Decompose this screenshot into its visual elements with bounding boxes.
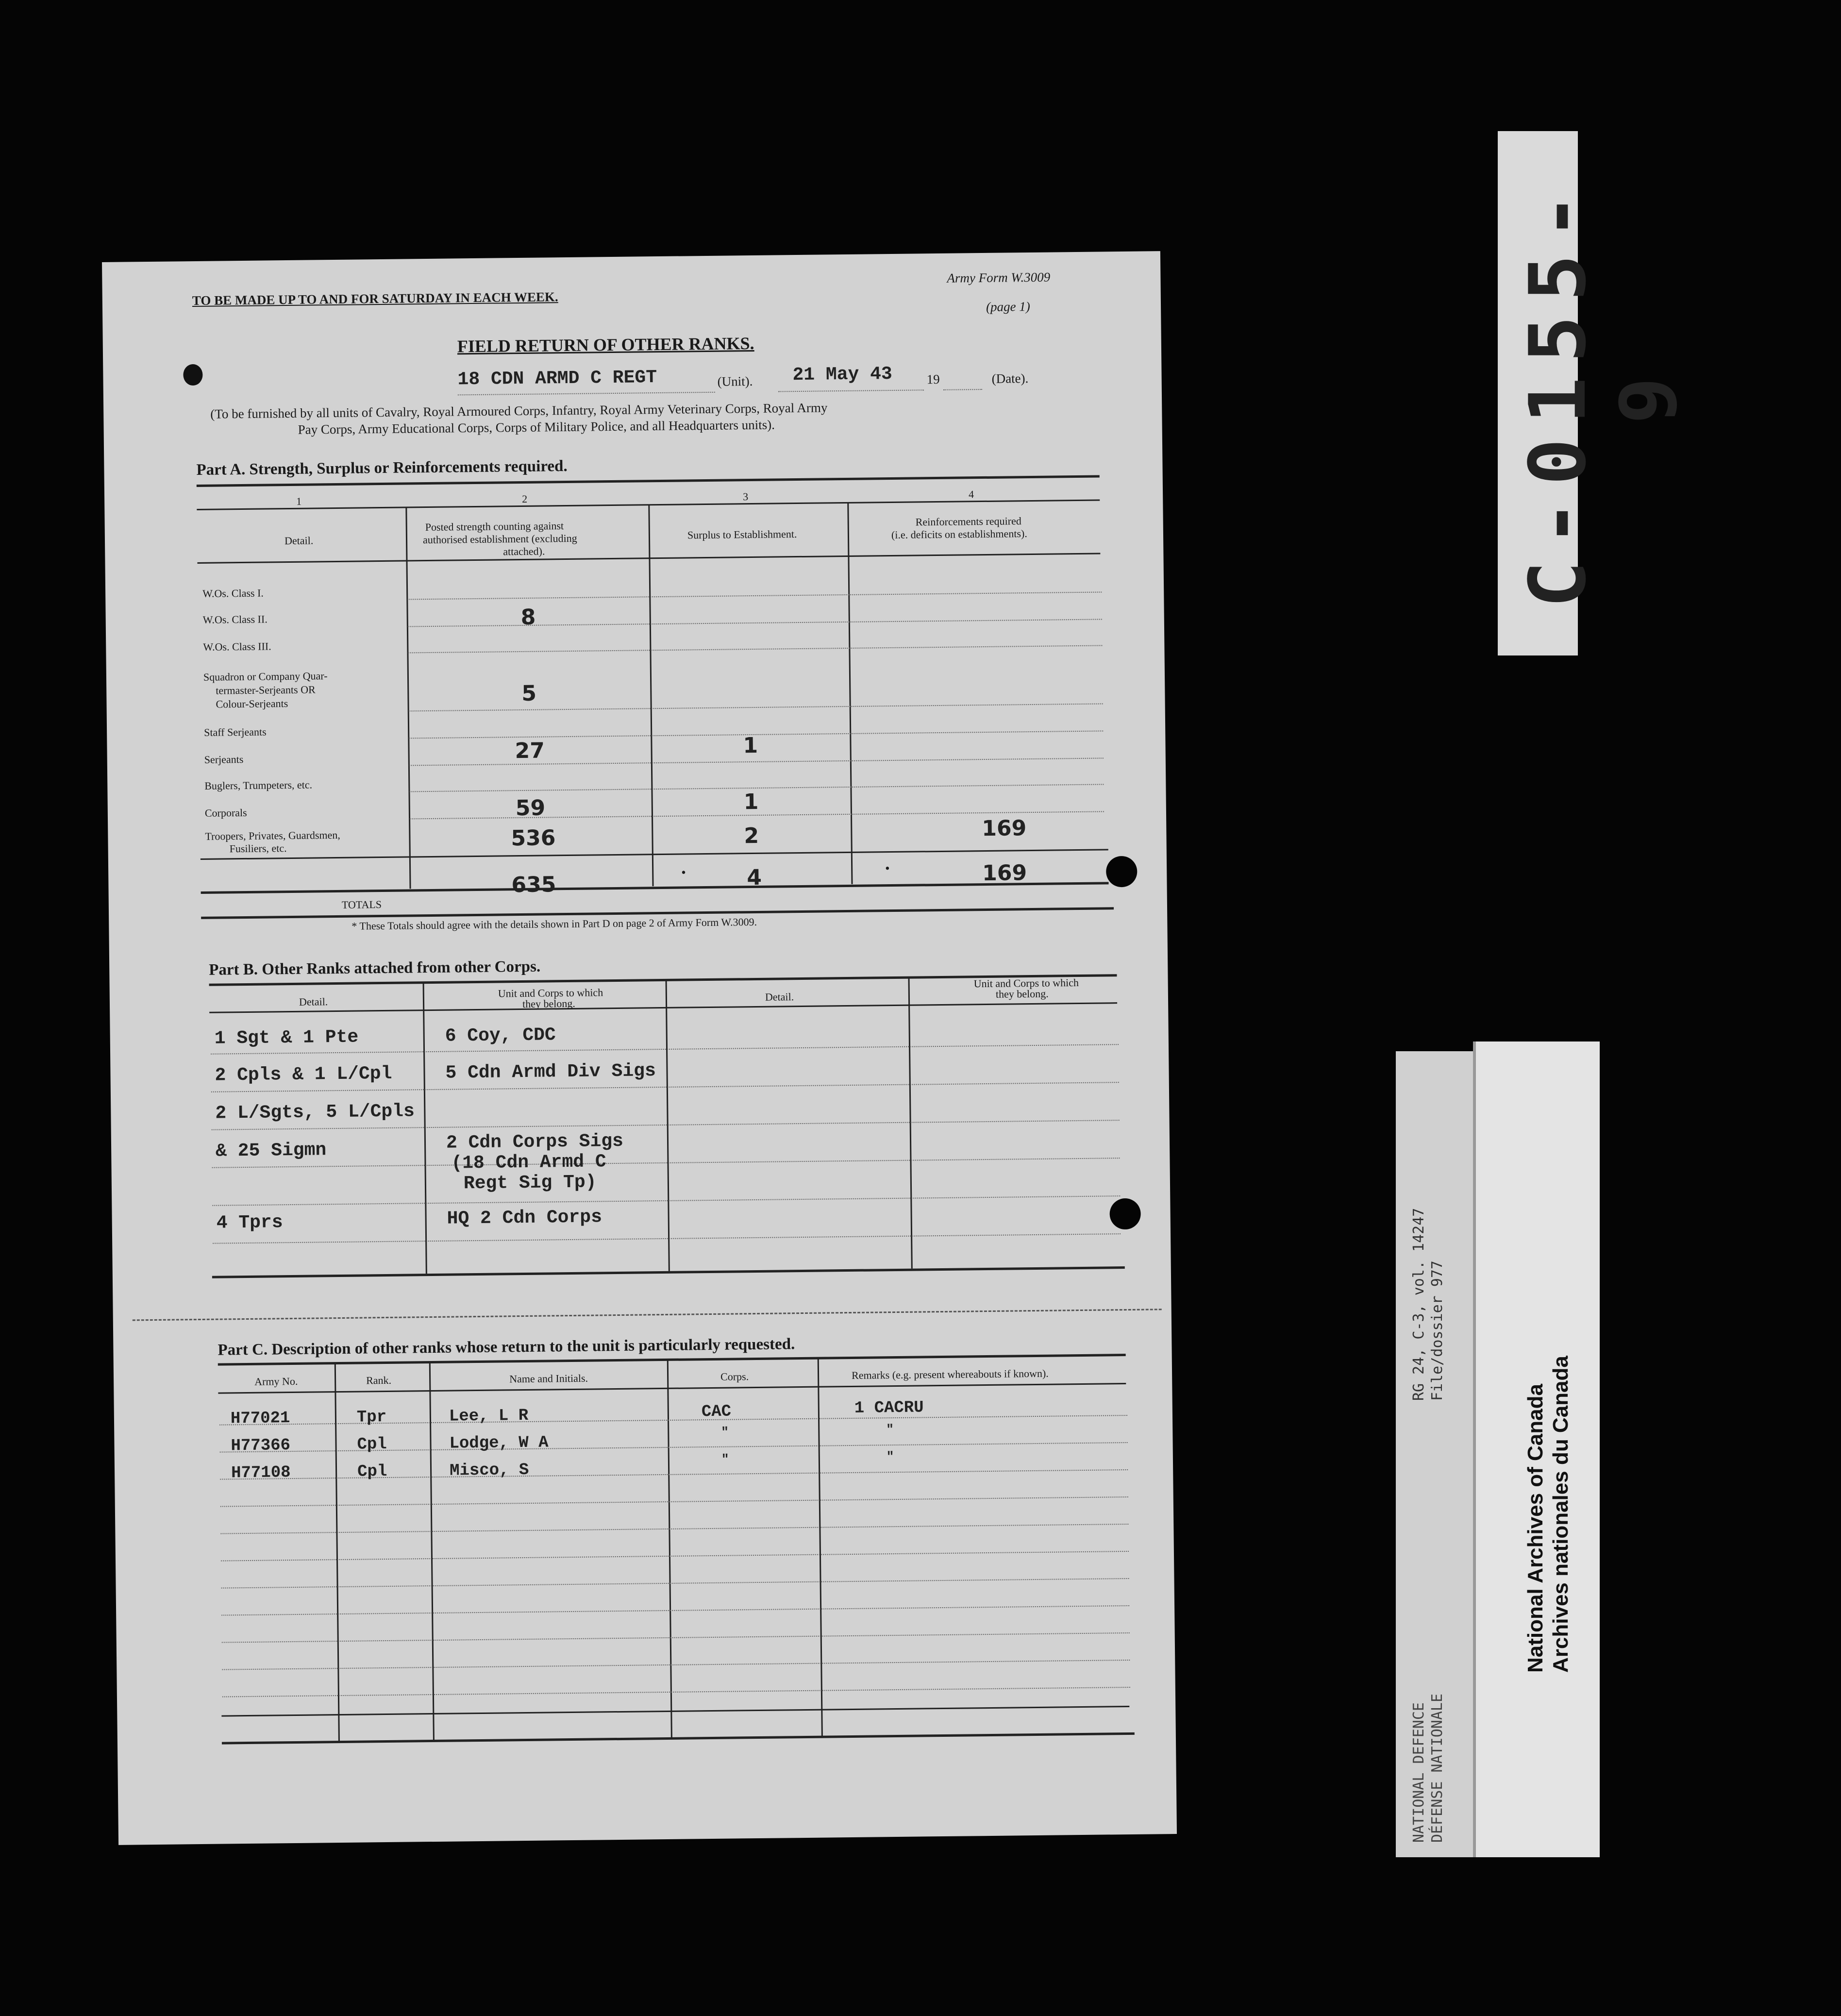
b-header-detail: Detail.: [299, 995, 328, 1008]
total-surplus: 4: [747, 865, 762, 890]
posted-troopers: 536: [511, 825, 556, 851]
c-row-3-name: Misco, S: [449, 1461, 529, 1480]
b-row-2-detail: 2 Cpls & 1 L/Cpl: [215, 1063, 392, 1086]
b-header-unit-1: Unit and Corps to which: [498, 986, 603, 1000]
col-header-reinf-1: Reinforcements required: [915, 515, 1021, 528]
archives-name-fr: Archives nationales du Canada: [1549, 1356, 1573, 1673]
archive-dept-2: DÉFENSE NATIONALE: [1429, 1693, 1446, 1843]
col-header-surplus: Surplus to Establishment.: [687, 528, 797, 541]
unit-label: (Unit).: [717, 373, 753, 389]
row-cqms-1: Squadron or Company Quar-: [203, 670, 328, 683]
posted-cqms: 5: [521, 681, 537, 706]
archive-dept-1: NATIONAL DEFENCE: [1410, 1702, 1427, 1843]
c-row-2-army-no: H77366: [231, 1436, 291, 1456]
part-c-title: Part C. Description of other ranks whose return to the unit is particularly requested.: [218, 1335, 795, 1359]
row-troopers-1: Troopers, Privates, Guardsmen,: [205, 828, 340, 842]
frame-number-strip: [1498, 131, 1694, 655]
col-number-1: 1: [296, 495, 302, 507]
b-row-1-unit: 6 Coy, CDC: [445, 1025, 556, 1047]
row-cqms-2: termaster-Serjeants OR: [216, 683, 316, 697]
surplus-serjeants: 1: [743, 733, 758, 758]
col-header-posted-2: authorised establishment (excluding: [422, 532, 577, 546]
b-header-unit2-2: they belong.: [995, 987, 1049, 1000]
tear-line: [133, 1309, 1162, 1321]
reinf-troopers: 169: [982, 816, 1027, 841]
total-reinf: 169: [982, 860, 1027, 886]
b-row-4-unit: 2 Cdn Corps Sigs: [446, 1130, 624, 1154]
b-row-7-unit: HQ 2 Cdn Corps: [447, 1207, 603, 1229]
archives-canada-label: [1476, 1042, 1600, 1857]
row-serjeants: Serjeants: [204, 753, 244, 766]
c-row-1-army-no: H77021: [230, 1409, 290, 1428]
col-header-detail: Detail.: [284, 534, 314, 547]
date-label: (Date).: [991, 371, 1029, 386]
b-row-2-unit: 5 Cdn Armd Div Sigs: [445, 1060, 656, 1084]
row-buglers: Buglers, Trumpeters, etc.: [204, 778, 313, 792]
row-staff-serjeants: Staff Serjeants: [204, 725, 267, 739]
c-row-3-army-no: H77108: [231, 1463, 291, 1483]
b-header-unit2-1: Unit and Corps to which: [973, 976, 1079, 990]
row-troopers-2: Fusiliers, etc.: [229, 842, 287, 855]
punch-hole-small: [183, 364, 202, 386]
archive-ref-2: File/dossier 977: [1429, 1260, 1446, 1401]
part-a-footnote: * These Totals should agree with the details shown in Part D on page 2 of Army Form W.3009.: [351, 915, 757, 932]
b-row-3-detail: 2 L/Sgts, 5 L/Cpls: [215, 1101, 415, 1124]
part-a-title: Part A. Strength, Surplus or Reinforcements required.: [196, 457, 568, 479]
c-row-1-name: Lee, L R: [449, 1406, 529, 1426]
c-row-3-corps: ": [721, 1452, 729, 1467]
row-wo-class-3: W.Os. Class III.: [203, 640, 271, 653]
c-row-2-corps: ": [721, 1425, 729, 1440]
totals-label: TOTALS: [341, 898, 382, 911]
form-title: FIELD RETURN OF OTHER RANKS.: [457, 333, 754, 356]
surplus-corporals: 1: [743, 789, 759, 815]
c-header-remarks: Remarks (e.g. present whereabouts if known).: [851, 1367, 1049, 1381]
c-header-name: Name and Initials.: [509, 1372, 588, 1385]
col-number-2: 2: [522, 492, 528, 505]
c-row-3-remarks: ": [886, 1449, 894, 1464]
b-row-6-unit: Regt Sig Tp): [463, 1172, 597, 1194]
row-corporals: Corporals: [204, 806, 247, 819]
col-header-posted-1: Posted strength counting against: [425, 520, 564, 534]
punch-hole-upper: [1106, 856, 1138, 888]
page-number: (page 1): [986, 299, 1030, 314]
total-reinf-marker: •: [885, 861, 890, 876]
posted-corporals: 59: [515, 795, 546, 821]
row-cqms-3: Colour-Serjeants: [216, 697, 288, 710]
c-row-1-rank: Tpr: [356, 1408, 387, 1427]
instruction-line: TO BE MADE UP TO AND FOR SATURDAY IN EACH WEEK.: [192, 289, 558, 308]
b-header-unit-2: they belong.: [522, 997, 575, 1010]
b-row-1-detail: 1 Sgt & 1 Pte: [214, 1026, 359, 1049]
form-sheet: [102, 251, 1177, 1845]
col-number-3: 3: [742, 490, 749, 503]
surplus-troopers: 2: [744, 823, 759, 849]
archives-name-en: National Archives of Canada: [1523, 1384, 1547, 1673]
total-posted: 635: [511, 872, 556, 898]
b-row-4-detail: & 25 Sigmn: [215, 1140, 327, 1162]
punch-hole-lower: [1109, 1198, 1141, 1230]
archive-ref-1: RG 24, C-3, vol. 14247: [1410, 1208, 1427, 1401]
c-row-1-remarks: 1 CACRU: [854, 1398, 924, 1418]
b-row-5-unit: (18 Cdn Armd C: [451, 1151, 606, 1174]
posted-wo-class-2: 8: [520, 605, 536, 630]
col-header-reinf-2: (i.e. deficits on establishments).: [891, 527, 1027, 541]
year-prefix: 19: [926, 371, 940, 387]
unit-value: 18 CDN ARMD C REGT: [457, 367, 657, 390]
frame-number: C-0155-9: [1512, 178, 1694, 608]
part-b-title: Part B. Other Ranks attached from other Corps.: [209, 958, 541, 979]
row-wo-class-1: W.Os. Class I.: [202, 587, 264, 600]
b-header-detail-2: Detail.: [765, 991, 794, 1003]
c-header-corps: Corps.: [720, 1370, 749, 1383]
c-row-2-remarks: ": [886, 1422, 894, 1437]
posted-serjeants: 27: [515, 738, 545, 764]
form-number: Army Form W.3009: [947, 269, 1051, 286]
note-line-1: (To be furnished by all units of Cavalry, Royal Armoured Corps, Infantry, Royal Army Veterinary Corps, Royal Army: [210, 400, 828, 421]
b-row-7-detail: 4 Tprs: [216, 1212, 283, 1234]
c-row-3-rank: Cpl: [357, 1462, 387, 1481]
col-header-posted-3: attached).: [503, 545, 545, 558]
col-number-4: 4: [968, 488, 974, 501]
note-line-2: Pay Corps, Army Educational Corps, Corps of Military Police, and all Headquarters units).: [298, 417, 775, 437]
c-row-2-rank: Cpl: [357, 1435, 387, 1454]
c-header-army-no: Army No.: [254, 1375, 298, 1388]
total-surplus-marker: •: [681, 865, 686, 880]
c-row-2-name: Lodge, W A: [449, 1433, 549, 1453]
c-header-rank: Rank.: [366, 1374, 392, 1387]
date-value: 21 May 43: [792, 363, 892, 386]
row-wo-class-2: W.Os. Class II.: [202, 613, 268, 626]
c-row-1-corps: CAC: [701, 1402, 732, 1422]
